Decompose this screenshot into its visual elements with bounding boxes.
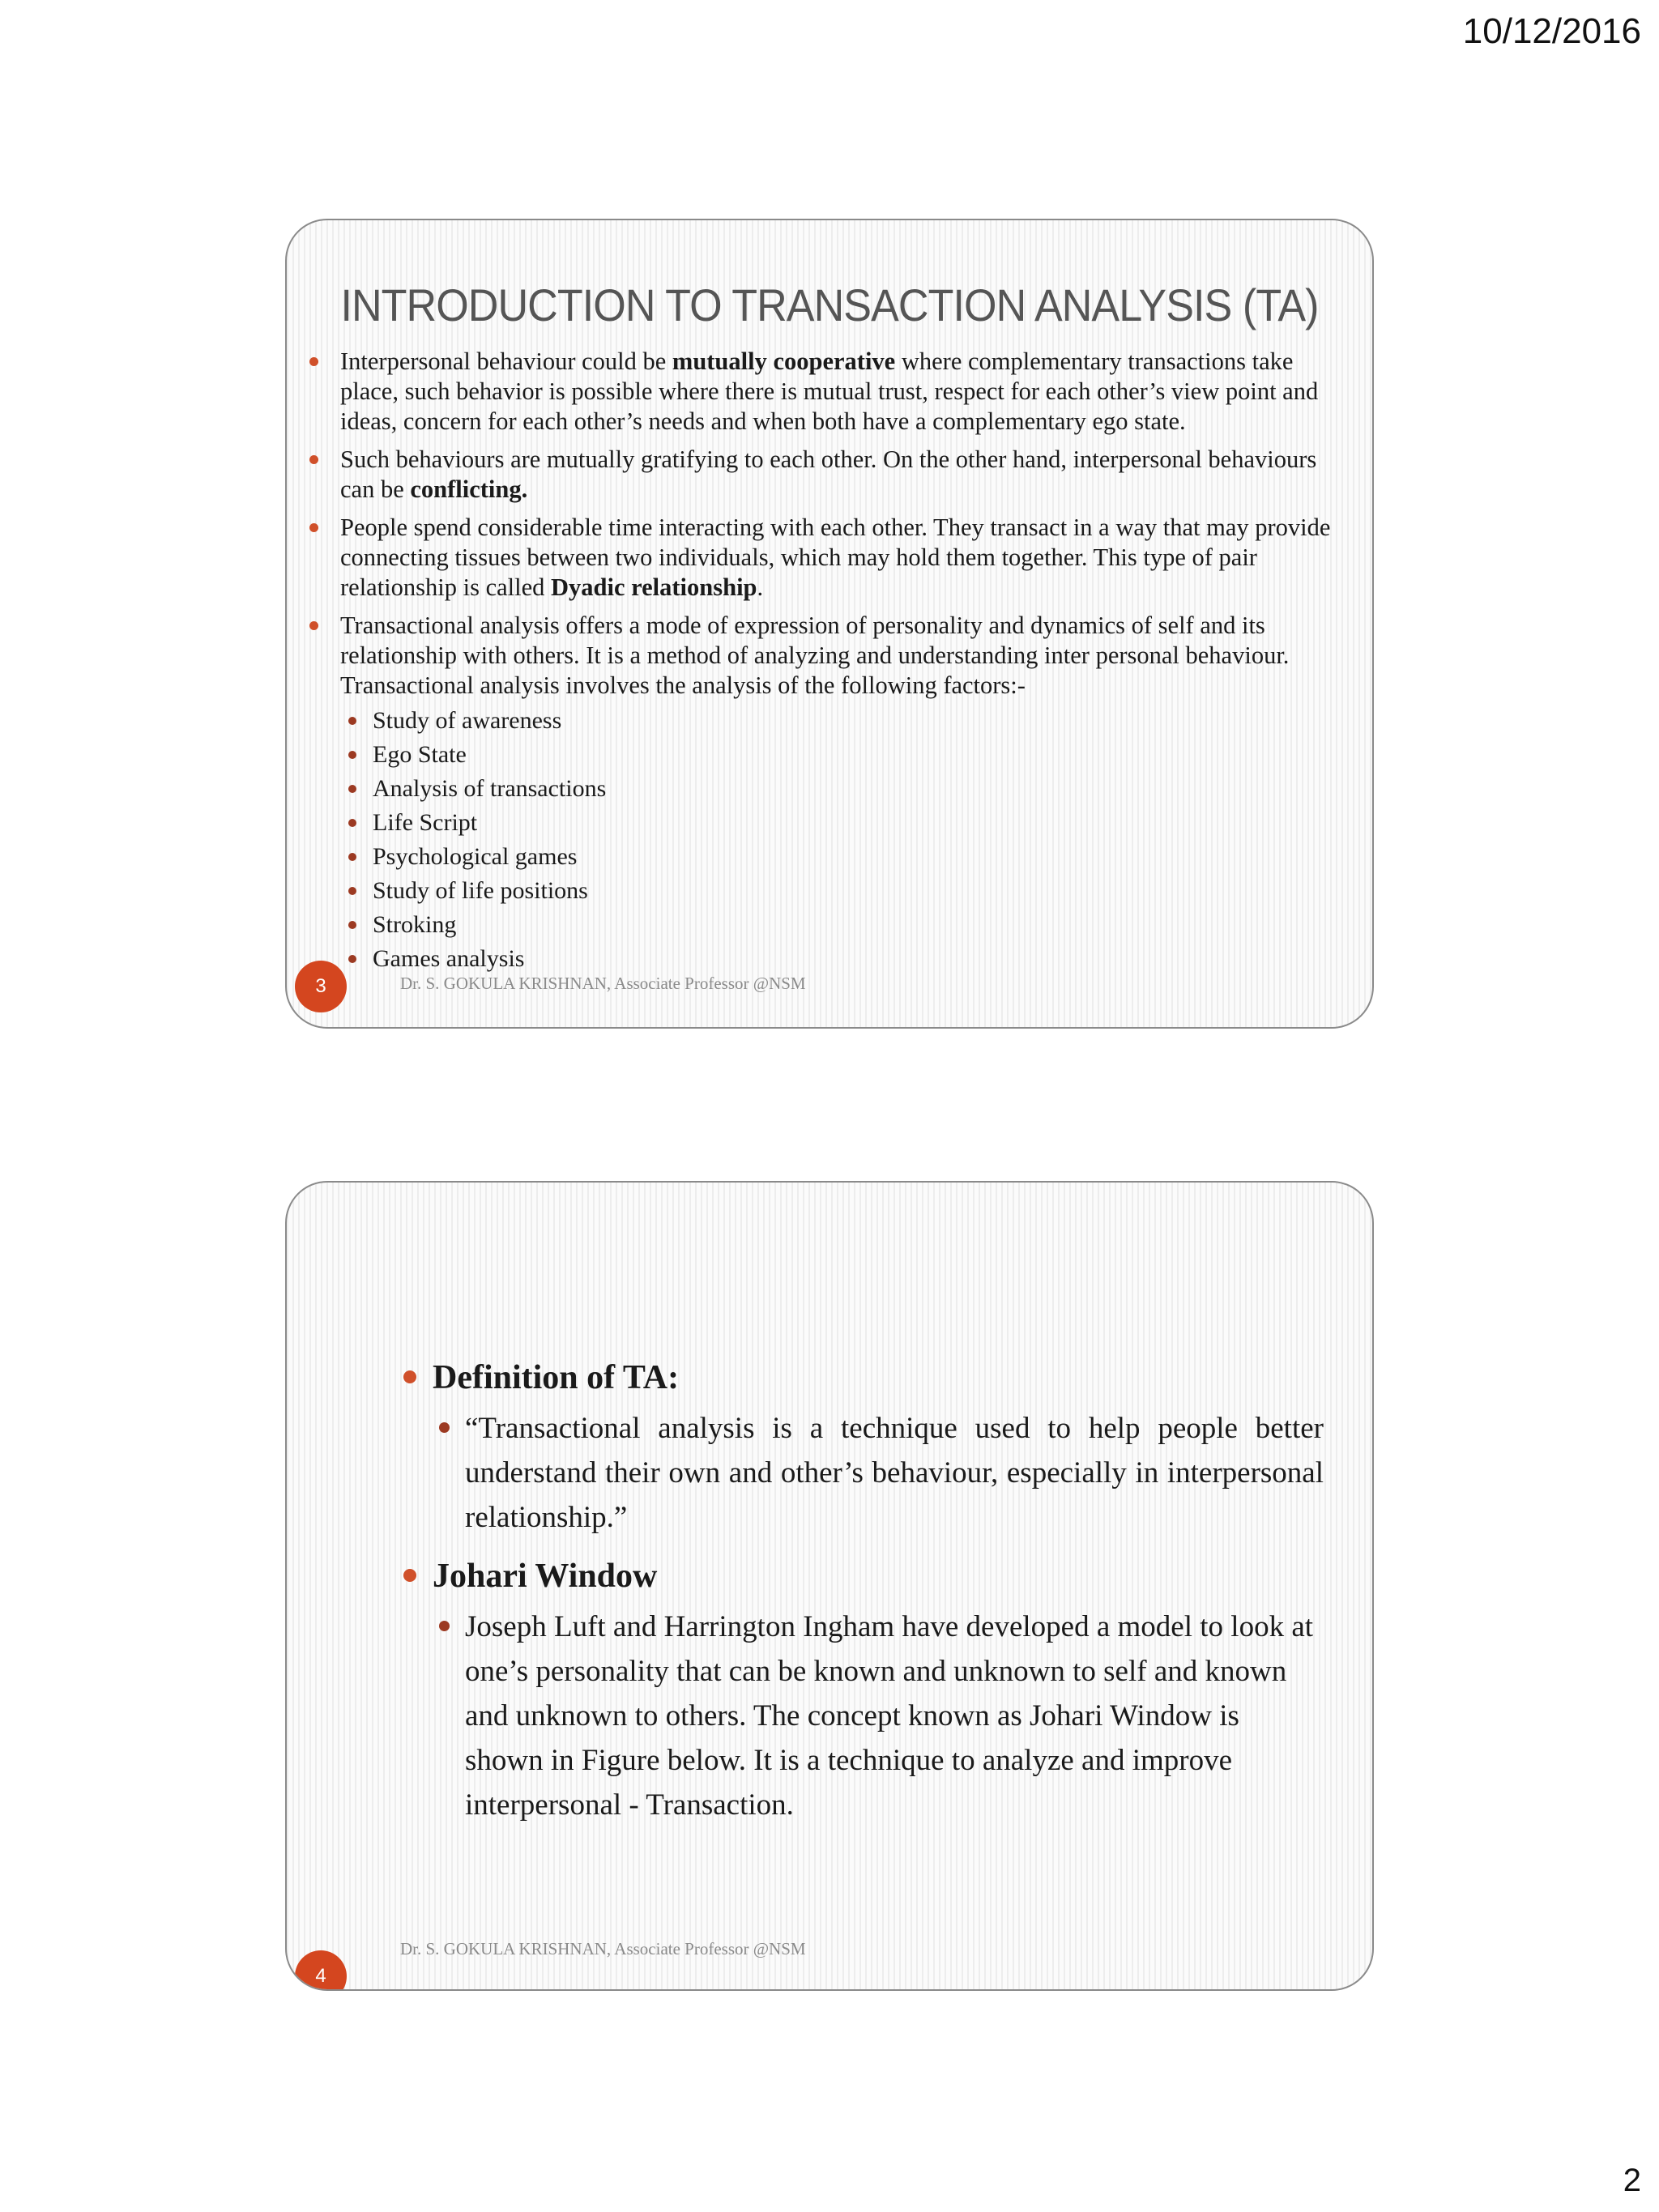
bullet-bold-text: mutually cooperative bbox=[672, 347, 896, 375]
sub-bullet-dot-icon bbox=[348, 921, 356, 929]
slide-title: INTRODUCTION TO TRANSACTION ANALYSIS (TA) bbox=[340, 279, 1319, 330]
bullet-bold-text: conflicting. bbox=[410, 475, 528, 503]
slide-footer: Dr. S. GOKULA KRISHNAN, Associate Professor @NSM bbox=[400, 974, 806, 993]
bullet-text: . bbox=[757, 573, 764, 601]
bullet-bold-text: Dyadic relationship bbox=[551, 573, 757, 601]
sub-bullet-dot-icon bbox=[439, 1422, 450, 1433]
bullet-item bbox=[340, 347, 1337, 437]
factor-text: Ego State bbox=[373, 741, 467, 768]
sub-bullet-item bbox=[465, 1406, 1324, 1540]
section-text: “Transactional analysis is a technique used to help people better understand their own and other’s behaviour, especially in interpersonal relationship.” bbox=[465, 1412, 1324, 1534]
bullet-list bbox=[340, 347, 1337, 984]
section-heading bbox=[433, 1353, 1324, 1540]
bullet-item bbox=[340, 611, 1337, 976]
factor-text: Life Script bbox=[373, 809, 478, 836]
bullet-dot-icon bbox=[309, 621, 318, 630]
bullet-text: Interpersonal behaviour could be bbox=[340, 347, 672, 375]
sub-bullet-dot-icon bbox=[348, 717, 356, 725]
factor-item bbox=[373, 908, 1337, 942]
factor-item bbox=[373, 874, 1337, 908]
slide-footer: Dr. S. GOKULA KRISHNAN, Associate Professor @NSM bbox=[400, 1939, 806, 1958]
slide-number-badge: 4 bbox=[295, 1950, 347, 1991]
factor-item bbox=[373, 738, 1337, 772]
factor-item bbox=[373, 806, 1337, 840]
bullet-text: Transactional analysis offers a mode of expression of personality and dynamics of self and its relationship with others. It is a method of analyzing and understanding inter personal behaviour. Transactional analysis involves the analysis of the following factors:- bbox=[340, 612, 1290, 699]
factor-list bbox=[340, 704, 1337, 976]
slide-3 bbox=[285, 219, 1374, 1029]
factor-item bbox=[373, 704, 1337, 738]
sub-bullet-list bbox=[433, 1406, 1324, 1540]
slide-4 bbox=[285, 1181, 1374, 1991]
sub-bullet-dot-icon bbox=[439, 1621, 450, 1631]
section-heading-text: Definition of TA: bbox=[433, 1359, 680, 1396]
sub-bullet-dot-icon bbox=[348, 751, 356, 759]
section-heading bbox=[433, 1551, 1324, 1827]
section-text: Joseph Luft and Harrington Ingham have developed a model to look at one’s personality that can be known and unknown to self and known and unknown to others. The concept known as Johari Window is shown in Figure below. It is a technique to analyze and improve interpersonal - Transaction. bbox=[465, 1610, 1314, 1822]
bullet-dot-icon bbox=[309, 357, 318, 366]
factor-text: Analysis of transactions bbox=[373, 775, 607, 802]
slide-number-badge: 3 bbox=[295, 961, 347, 1012]
page-date: 10/12/2016 bbox=[1462, 11, 1641, 51]
bullet-list bbox=[433, 1353, 1324, 1839]
bullet-dot-icon bbox=[309, 523, 318, 532]
factor-item bbox=[373, 840, 1337, 874]
factor-text: Psychological games bbox=[373, 843, 578, 870]
page-number: 2 bbox=[1623, 2163, 1641, 2198]
sub-bullet-dot-icon bbox=[348, 819, 356, 827]
sub-bullet-dot-icon bbox=[348, 785, 356, 793]
bullet-dot-icon bbox=[309, 455, 318, 464]
sub-bullet-item bbox=[465, 1605, 1324, 1827]
bullet-item bbox=[340, 445, 1337, 505]
factor-text: Stroking bbox=[373, 911, 457, 938]
factor-text: Study of awareness bbox=[373, 707, 562, 734]
section-heading-text: Johari Window bbox=[433, 1558, 658, 1595]
bullet-item bbox=[340, 513, 1337, 603]
factor-item bbox=[373, 942, 1337, 976]
factor-item bbox=[373, 772, 1337, 806]
factor-text: Games analysis bbox=[373, 945, 525, 972]
sub-bullet-dot-icon bbox=[348, 887, 356, 895]
bullet-text: People spend considerable time interacting with each other. They transact in a way that may provide connecting tissues between two individuals, which may hold them together. This type of pair relationship is called bbox=[340, 514, 1331, 601]
bullet-text: where complementary transactions take place, such behavior is possible where there is mutual trust, respect for each other’s view point and ideas, concern for each other’s needs and when both have a complementary ego state. bbox=[340, 347, 1319, 435]
sub-bullet-list bbox=[433, 1605, 1324, 1827]
bullet-dot-icon bbox=[403, 1569, 416, 1582]
factor-text: Study of life positions bbox=[373, 877, 588, 904]
sub-bullet-dot-icon bbox=[348, 955, 356, 963]
bullet-dot-icon bbox=[403, 1370, 416, 1383]
bullet-text: Such behaviours are mutually gratifying to each other. On the other hand, interpersonal behaviours can be bbox=[340, 445, 1317, 503]
sub-bullet-dot-icon bbox=[348, 853, 356, 861]
